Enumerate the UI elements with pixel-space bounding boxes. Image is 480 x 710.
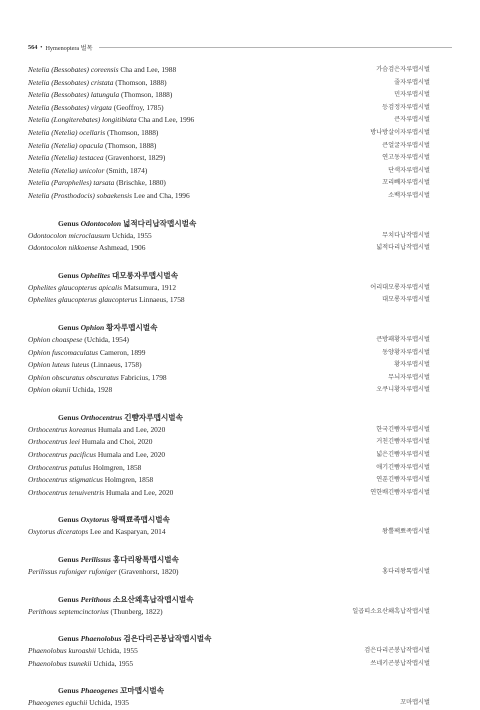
korean-name: 큰얼굴자루맵시벌	[382, 141, 430, 149]
page-number: 564	[28, 43, 38, 51]
species-row	[28, 474, 430, 487]
species-name	[28, 645, 138, 658]
author-citation: Matsumura, 1912	[123, 282, 177, 292]
genus-word: Genus	[58, 218, 81, 228]
korean-name: 어리대모롱자루맵시벌	[370, 283, 430, 291]
species-row	[28, 190, 430, 203]
author-citation: Humala and Lee, 2020	[106, 487, 174, 497]
species-name	[28, 359, 142, 372]
species-name	[28, 436, 152, 449]
scientific-name: Ophion obscuratus obscuratus	[28, 372, 119, 382]
author-citation: Uchida, 1955	[97, 646, 138, 656]
genus-name: Odontocolon	[80, 218, 122, 228]
scientific-name: Ophelites glaucopterus apicalis	[28, 282, 123, 292]
korean-name: 민자루맵시벌	[394, 91, 430, 99]
species-name	[28, 127, 158, 140]
genus-korean-name: 넓적다리납작맵시벌속	[123, 218, 197, 228]
scientific-name: Orthocentrus koreanus	[28, 424, 97, 434]
scientific-name: Orthocentrus stigmaticus	[28, 475, 103, 485]
genus-korean-name: 긴뺨자루맵시벌속	[124, 412, 183, 422]
scientific-name: Orthocentrus tenuiventris	[28, 487, 105, 497]
species-name	[28, 282, 176, 295]
genus-heading	[28, 594, 430, 606]
scientific-name: Netelia (Prosthodocis) sobaekensis	[28, 190, 132, 200]
species-name	[28, 566, 179, 579]
scientific-name: Netelia (Bessobates) latungula	[28, 90, 120, 100]
author-citation: Lee and Cha, 1996	[133, 190, 190, 200]
korean-name: 애기긴뺨자루맵시벌	[376, 463, 430, 471]
author-citation: (Linnaeus, 1758)	[91, 360, 142, 370]
korean-name: 꼬리빼자루맵시벌	[382, 179, 430, 187]
korean-name: 홍다리왕톡맵시벌	[382, 568, 430, 576]
scientific-name: Netelia (Netelia) opacula	[28, 140, 104, 150]
species-row	[28, 566, 430, 579]
genus-name: Perilissus	[80, 555, 111, 565]
species-name	[28, 384, 112, 397]
species-name	[28, 294, 185, 307]
species-name	[28, 114, 194, 127]
species-name	[28, 658, 133, 671]
korean-name: 일곱띠소요산왜흑납작맵시벌	[352, 607, 430, 615]
korean-name: 거친긴뺨자루맵시벌	[376, 438, 430, 446]
author-citation: (Gravenhorst, 1820)	[118, 567, 179, 577]
genus-name: Orthocentrus	[80, 412, 123, 422]
author-citation: (Thunberg, 1822)	[110, 606, 163, 616]
korean-name: 넓은긴뺨자루맵시벌	[376, 451, 430, 459]
korean-name: 한국긴뺨자루맵시벌	[376, 425, 430, 433]
scientific-name: Ophion fuscomaculatus	[28, 347, 99, 357]
author-citation: (Uchida, 1954)	[84, 334, 130, 344]
scientific-name: Netelia (Parophelles) tarsata	[28, 178, 115, 188]
author-citation: Humala and Lee, 2020	[97, 424, 166, 434]
scientific-name: Netelia (Bessobates) cristata	[28, 77, 114, 87]
species-row	[28, 372, 430, 385]
scientific-name: Netelia (Longiterebates) longitibiata	[28, 115, 137, 125]
species-row	[28, 334, 430, 347]
korean-name: 왕뿔팩뾰족맵시벌	[382, 528, 430, 536]
korean-name: 검은다리곤봉납작맵시벌	[364, 647, 430, 655]
species-row	[28, 294, 430, 307]
korean-name: 연푼긴뺨자루맵시벌	[376, 476, 430, 484]
species-row	[28, 658, 430, 671]
scientific-name: Netelia (Bessobates) coreensis	[28, 65, 119, 74]
species-row	[28, 697, 430, 710]
scientific-name: Orthocentrus pacificus	[28, 450, 96, 460]
author-citation: Uchida, 1928	[72, 385, 113, 395]
korean-name: 방나방살이자루맵시벌	[370, 128, 430, 136]
author-citation: (Geoffroy, 1785)	[113, 102, 164, 112]
genus-korean-name: 검은다리곤봉납작맵시벌속	[123, 634, 212, 644]
genus-word: Genus	[58, 515, 81, 525]
korean-name: 가슴검은자루맵시벌	[376, 66, 430, 73]
species-row	[28, 384, 430, 397]
author-citation: (Thomson, 1888)	[104, 140, 157, 150]
scientific-name: Phaenolobus tsunekii	[28, 658, 92, 668]
species-row	[28, 449, 430, 462]
species-row	[28, 645, 430, 658]
korean-name: 등검정자루맵시벌	[382, 103, 430, 111]
author-citation: Lee and Kasparyan, 2014	[90, 527, 166, 537]
species-row	[28, 127, 430, 140]
species-row	[28, 242, 430, 255]
author-citation: Linnaeus, 1758	[139, 295, 185, 305]
species-name	[28, 474, 153, 487]
author-citation: (Smith, 1874)	[106, 165, 148, 175]
genus-name: Perithous	[80, 594, 111, 604]
species-row	[28, 436, 430, 449]
species-row	[28, 526, 430, 539]
scientific-name: Ophion choaspese	[28, 334, 83, 344]
genus-section	[28, 554, 430, 579]
genus-korean-name: 소요산왜흑납작맵시벌속	[112, 594, 194, 604]
genus-word: Genus	[58, 634, 81, 644]
korean-name: 무치다납작맵시벌	[382, 231, 430, 239]
species-row	[28, 177, 430, 190]
scientific-name: Perithous septemcinctorius	[28, 606, 109, 616]
genus-heading	[28, 554, 430, 566]
species-name	[28, 372, 167, 385]
species-name	[28, 165, 147, 178]
genus-word: Genus	[58, 555, 81, 565]
species-name	[28, 334, 129, 347]
author-citation: Fabricius, 1798	[120, 372, 167, 382]
author-citation: Holmgren, 1858	[104, 475, 154, 485]
genus-word: Genus	[58, 412, 81, 422]
species-name	[28, 424, 165, 437]
species-row	[28, 230, 430, 243]
genus-section	[28, 64, 430, 203]
species-name	[28, 152, 165, 165]
author-citation: Uchida, 1955	[111, 230, 152, 240]
header-rule	[99, 47, 452, 48]
species-name	[28, 140, 156, 153]
genus-korean-name: 황자루맵시벌속	[106, 322, 158, 332]
genus-heading	[28, 514, 430, 526]
species-name	[28, 190, 190, 203]
scientific-name: Ophion luteus luteus	[28, 360, 90, 370]
scientific-name: Netelia (Netelia) unicolor	[28, 165, 105, 175]
species-name	[28, 487, 173, 500]
scientific-name: Phaeogenes eguchii	[28, 698, 88, 708]
genus-section	[28, 322, 430, 397]
scientific-name: Orthocentrus leei	[28, 437, 80, 447]
author-citation: Humala and Lee, 2020	[97, 450, 166, 460]
scientific-name: Odontocolon nikkoense	[28, 243, 98, 253]
species-row	[28, 487, 430, 500]
genus-section	[28, 514, 430, 539]
genus-section	[28, 218, 430, 255]
scientific-name: Netelia (Netelia) ocellaris	[28, 127, 106, 137]
species-name	[28, 89, 172, 102]
genus-word: Genus	[58, 594, 81, 604]
genus-name: Phaenolobus	[80, 634, 122, 644]
genus-name: Oxytorus	[80, 515, 110, 525]
species-row	[28, 462, 430, 475]
genus-section	[28, 412, 430, 500]
species-name	[28, 347, 145, 360]
author-citation: (Thomson, 1888)	[107, 127, 159, 137]
genus-heading	[28, 412, 430, 424]
korean-name: 연한배긴뺨자루맵시벌	[370, 488, 430, 496]
species-name	[28, 177, 166, 190]
species-row	[28, 347, 430, 360]
species-row	[28, 359, 430, 372]
korean-name: 꼬마맵시벌	[400, 699, 430, 707]
author-citation: (Thomson, 1888)	[121, 90, 173, 100]
species-name	[28, 64, 176, 77]
page-header	[28, 40, 452, 54]
scientific-name: Phaenolobus kuroashii	[28, 646, 97, 656]
genus-heading	[28, 270, 430, 282]
author-citation: Cha and Lee, 1988	[120, 65, 177, 74]
scientific-name: Oxytorus diceratops	[28, 527, 89, 537]
genus-korean-name: 꼬마맵시벌속	[120, 686, 165, 696]
genus-word: Genus	[58, 322, 81, 332]
korean-name: 황자루맵시벌	[394, 361, 430, 369]
species-row	[28, 77, 430, 90]
korean-name: 넓적다리납작맵시벌	[376, 244, 430, 252]
scientific-name: Netelia (Bessobates) virgata	[28, 102, 112, 112]
korean-name: 큰방패황자루맵시벌	[376, 335, 430, 343]
species-name	[28, 242, 145, 255]
author-citation: Cha and Lee, 1996	[138, 115, 195, 125]
author-citation: (Thomson, 1888)	[115, 77, 167, 87]
genus-word: Genus	[58, 270, 81, 280]
species-row	[28, 102, 430, 115]
species-name	[28, 462, 141, 475]
author-citation: Ashmead, 1906	[99, 243, 146, 253]
genus-name: Ophion	[80, 322, 105, 332]
genus-section	[28, 270, 430, 307]
species-row	[28, 282, 430, 295]
genus-name: Phaeogenes	[80, 686, 119, 696]
korean-name: 대모롱자루맵시벌	[382, 296, 430, 304]
scientific-name: Odontocolon microclausum	[28, 230, 111, 240]
korean-name: 무늬자루맵시벌	[388, 373, 430, 381]
genus-section	[28, 633, 430, 670]
species-checklist	[28, 64, 430, 710]
korean-name: 줄자루맵시벌	[394, 78, 430, 86]
running-title: Hymenoptera 벌목	[45, 44, 93, 52]
author-citation: Humala and Choi, 2020	[81, 437, 153, 447]
scientific-name: Orthocentrus patulus	[28, 462, 92, 472]
species-row	[28, 424, 430, 437]
genus-heading	[28, 685, 430, 697]
korean-name: 소백자루맵시벌	[388, 191, 430, 199]
korean-name: 단색자루맵시벌	[388, 166, 430, 174]
korean-name: 쓰네키곤봉납작맵시벌	[370, 659, 430, 667]
genus-section	[28, 594, 430, 619]
species-name	[28, 697, 129, 710]
genus-heading	[28, 633, 430, 645]
species-name	[28, 77, 167, 90]
species-row	[28, 64, 430, 77]
scientific-name: Ophelites glaucopterus glaucopterus	[28, 295, 138, 305]
species-row	[28, 152, 430, 165]
genus-korean-name: 왕팩뾰족맵시벌속	[111, 515, 170, 525]
author-citation: Uchida, 1955	[93, 658, 134, 668]
genus-heading	[28, 322, 430, 334]
scientific-name: Ophion okunii	[28, 385, 71, 395]
korean-name: 오쿠니황자루맵시벌	[376, 386, 430, 394]
species-row	[28, 606, 430, 619]
scientific-name: Netelia (Netelia) testacea	[28, 153, 104, 163]
author-citation: Holmgren, 1858	[92, 462, 142, 472]
species-name	[28, 606, 163, 619]
genus-korean-name: 대모롱자루맵시벌속	[112, 270, 179, 280]
genus-name: Ophelites	[80, 270, 111, 280]
author-citation: Uchida, 1935	[89, 698, 129, 708]
korean-name: 큰자루맵시벌	[394, 116, 430, 124]
korean-name: 연고동자루맵시벌	[382, 154, 430, 162]
genus-heading	[28, 218, 430, 230]
author-citation: (Brischke, 1880)	[116, 178, 166, 188]
species-row	[28, 114, 430, 127]
author-citation: Cameron, 1899	[99, 347, 146, 357]
species-name	[28, 526, 166, 539]
genus-word: Genus	[58, 686, 81, 696]
genus-korean-name: 홍다리왕톡맵시벌속	[112, 555, 179, 565]
korean-name: 동양황자루맵시벌	[382, 348, 430, 356]
species-row	[28, 140, 430, 153]
genus-section	[28, 685, 430, 710]
species-row	[28, 165, 430, 178]
scientific-name: Perilissus rufoniger rufoniger	[28, 567, 117, 577]
author-citation: (Gravenhorst, 1829)	[105, 153, 166, 163]
species-name	[28, 102, 164, 115]
header-separator: •	[40, 43, 43, 51]
species-row	[28, 89, 430, 102]
species-name	[28, 230, 152, 243]
species-name	[28, 449, 165, 462]
